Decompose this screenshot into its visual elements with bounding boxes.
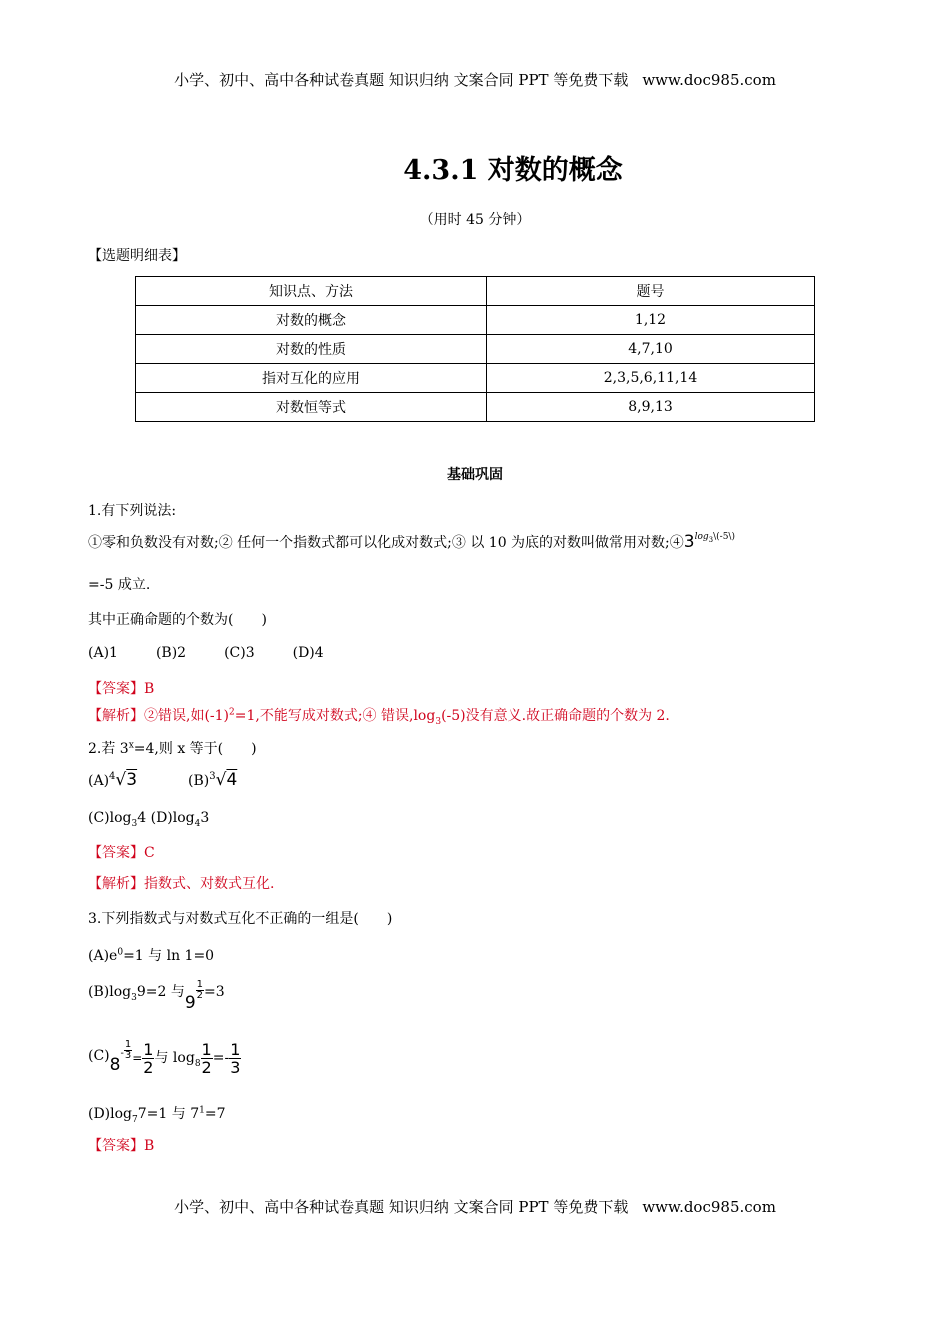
table-cell: 8,9,13 — [487, 393, 815, 422]
table-row — [136, 393, 815, 422]
page-title: 4.3.1 对数的概念 — [403, 155, 623, 186]
q2-options-cd — [88, 810, 210, 829]
table-row — [136, 335, 815, 364]
footer-text: 小学、初中、高中各种试卷真题 知识归纳 文案合同 PPT 等免费下载 — [174, 1198, 629, 1216]
header-site: www.doc985.com — [642, 71, 776, 89]
table-cell: 对数的性质 — [136, 335, 487, 364]
q1-option-b: (B)2 — [155, 645, 187, 661]
q1-option-a: (A)1 — [88, 645, 118, 661]
section-heading: 基础巩固 — [447, 467, 503, 483]
q2-option-c: $(C)\log_34$ — [88, 810, 147, 829]
table-title: 【选题明细表】 — [88, 248, 186, 264]
table-row — [136, 364, 815, 393]
q3-option-d: $(D)\log_77=1$ 与 $7^1=7$ — [88, 1105, 226, 1125]
q1-cont: =-5 成立. — [88, 577, 151, 593]
page-footer — [0, 1196, 950, 1217]
q1-option-d: (D)4 — [292, 645, 324, 661]
q1-stem: 1.有下列说法: — [88, 503, 177, 519]
q1-statements: ①零和负数没有对数;② 任何一个指数式都可以化成对数式;③ 以 10 为底的对数叫做常用对数$;④3^{log_3\backslash(-5\backslash)}$ — [88, 532, 735, 552]
q1-power-exponent: log3\(-5\) — [694, 532, 735, 544]
time-note: （用时 45 分钟） — [419, 212, 531, 228]
table-cell: 对数恒等式 — [136, 393, 487, 422]
q1-ask: 其中正确命题的个数为( ) — [88, 612, 267, 628]
q1-analysis: 【解析】②错误,如$(-1)^2=1$,不能写成对数式;④ 错误$,\log_3(-5)$没有意义.故正确命题的个数为 2. — [88, 707, 670, 727]
table-header-cell: 知识点、方法 — [136, 277, 487, 306]
q2-option-b: $(B)^3√4$ — [188, 770, 238, 790]
table-cell: 1,12 — [487, 306, 815, 335]
q1-answer: 【答案】B — [88, 681, 155, 697]
q1-power-base: 3 — [683, 532, 695, 552]
table-cell: 指对互化的应用 — [136, 364, 487, 393]
q2-analysis: 【解析】指数式、对数式互化. — [88, 876, 275, 892]
table-cell: 4,7,10 — [487, 335, 815, 364]
q1-option-c: (C)3 — [224, 645, 255, 661]
q1-options — [88, 645, 324, 661]
table-header-cell: 题号 — [487, 277, 815, 306]
q3-option-a: $(A)e^0=1$ 与 ln 1=0 — [88, 947, 215, 964]
page-header — [0, 69, 950, 90]
q3-answer: 【答案】B — [88, 1138, 155, 1154]
table-cell: 2,3,5,6,11,14 — [487, 364, 815, 393]
table-header-row — [136, 277, 815, 306]
q2-option-a: $(A)^4√3$ — [88, 770, 138, 790]
q3-option-c: (C)8- $\frac{1}{3}$ = $\frac{1}{2}$ 与 $\log_8$ $\frac{1}{2}$ =- $\frac{1}{3}$ — [88, 1039, 241, 1077]
header-text: 小学、初中、高中各种试卷真题 知识归纳 文案合同 PPT 等免费下载 — [174, 71, 629, 89]
topic-table — [135, 276, 815, 422]
footer-site: www.doc985.com — [642, 1198, 776, 1216]
table-row — [136, 306, 815, 335]
q3-option-b: $(B)\log_39=2$ 与9 $\frac{1}{2}$ =3 — [88, 979, 225, 1013]
q2-option-d: $(D)\log_43$ — [150, 810, 210, 829]
q2-answer: 【答案】C — [88, 845, 155, 861]
q3-stem: 3.下列指数式与对数式互化不正确的一组是( ) — [88, 911, 393, 927]
q2-stem: 2.若 $3^x=4$,则 x 等于( ) — [88, 740, 257, 757]
table-cell: 对数的概念 — [136, 306, 487, 335]
